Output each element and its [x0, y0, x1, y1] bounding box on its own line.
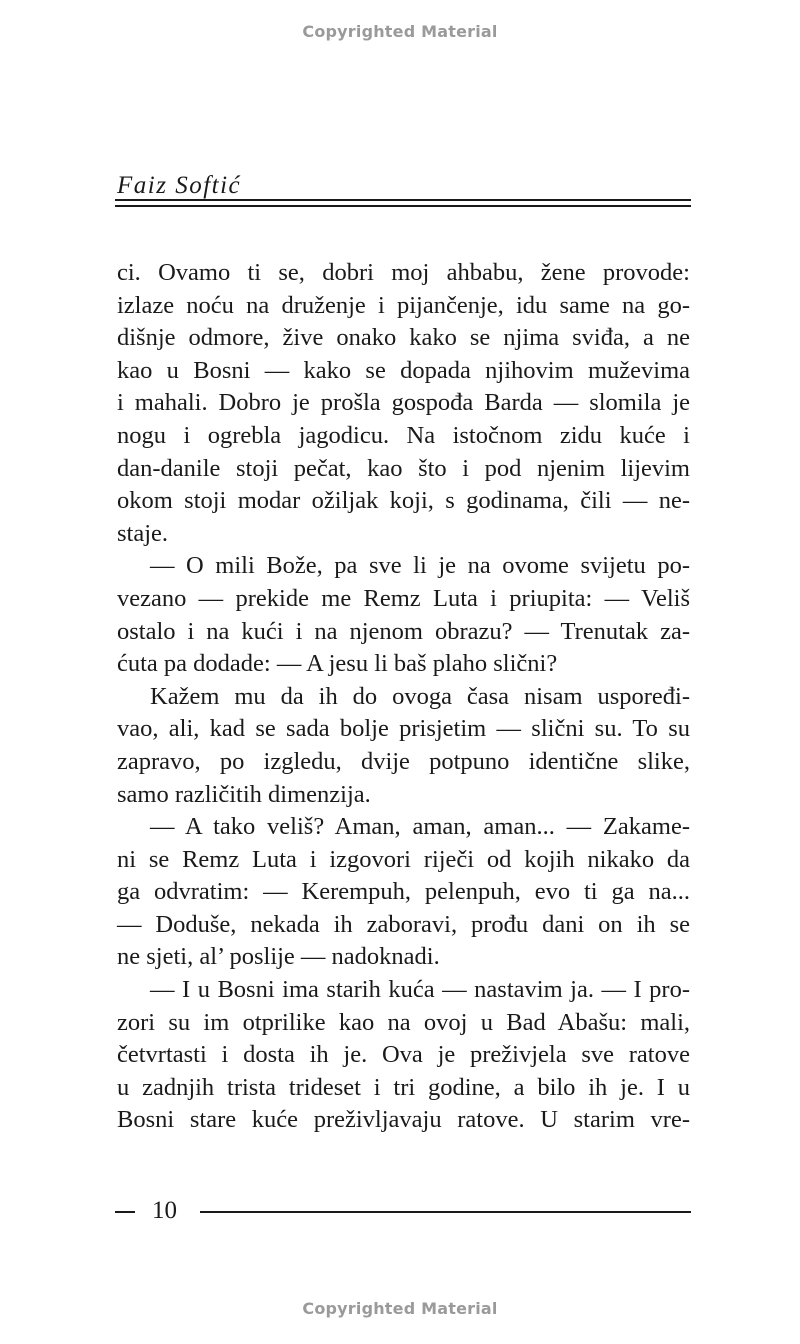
page-footer [115, 1197, 691, 1227]
text-line: ci. Ovamo ti se, dobri moj ahbabu, žene provode: [117, 259, 690, 286]
text-line: staje. [117, 519, 169, 547]
text-line: — Doduše, nekada ih zaboravi, prođu dani on ih se [117, 910, 690, 938]
text-line: ostalo i na kući i na njenom obrazu? — Trenutak za- [117, 617, 690, 645]
text-line: — I u Bosni ima starih kuća — nastavim ja. — I pro- [150, 976, 690, 1004]
text-line: ni se Remz Luta i izgovori riječi od kojih nikako da [117, 845, 690, 873]
text-line: Kažem mu da ih do ovoga časa nisam uspoređi- [150, 682, 690, 710]
watermark-bottom: Copyrighted Material [302, 1299, 498, 1318]
text-line: u zadnjih trista trideset i tri godine, a bilo ih je. I u [117, 1073, 690, 1101]
text-line: izlaze noću na druženje i pijančenje, idu same na go- [117, 291, 690, 319]
watermark-top: Copyrighted Material [302, 22, 498, 41]
text-line: zori su im otprilike kao na ovoj u Bad Abašu: mali, [117, 1008, 690, 1036]
text-line: okom stoji modar ožiljak koji, s godinama, čili — ne- [117, 487, 690, 515]
text-line: kao u Bosni — kako se dopada njihovim muževima [117, 356, 690, 384]
text-line: — O mili Bože, pa sve li je na ovome svijetu po- [150, 552, 690, 580]
text-line: dišnje odmore, žive onako kako se njima sviđa, a ne [117, 324, 690, 352]
footer-dash [115, 1211, 135, 1213]
running-head-author: Faiz Softić [117, 172, 242, 199]
text-line: vao, ali, kad se sada bolje prisjetim — slični su. To su [117, 715, 690, 743]
text-line: i mahali. Dobro je prošla gospođa Barda — slomila je [117, 389, 690, 417]
text-line: samo različitih dimenzija. [117, 780, 371, 808]
header-rule [115, 199, 691, 201]
text-line: Bosni stare kuće preživljavaju ratove. U starim vre- [117, 1106, 690, 1134]
text-line: zapravo, po izgledu, dvije potpuno identične slike, [117, 747, 690, 775]
text-line: ćuta pa dodade: — A jesu li baš plaho slični? [117, 650, 558, 678]
text-line: nogu i ogrebla jagodicu. Na istočnom zidu kuće i [117, 421, 690, 449]
text-line: dan-danile stoji pečat, kao što i pod njenim lijevim [117, 454, 690, 482]
header-rule [115, 205, 691, 207]
body-text [117, 257, 690, 1137]
text-line: četvrtasti i dosta ih je. Ova je preživjela sve ratove [117, 1041, 690, 1069]
footer-rule [200, 1211, 691, 1213]
text-line: ga odvratim: — Kerempuh, pelenpuh, evo ti ga na... [117, 878, 690, 906]
text-line: ne sjeti, al’ poslije — nadoknadi. [117, 943, 440, 971]
text-line: vezano — prekide me Remz Luta i priupita: — Veliš [117, 584, 690, 612]
text-line: — A tako veliš? Aman, aman, aman... — Zakame- [150, 813, 690, 841]
page-number: 10 [152, 1197, 177, 1224]
